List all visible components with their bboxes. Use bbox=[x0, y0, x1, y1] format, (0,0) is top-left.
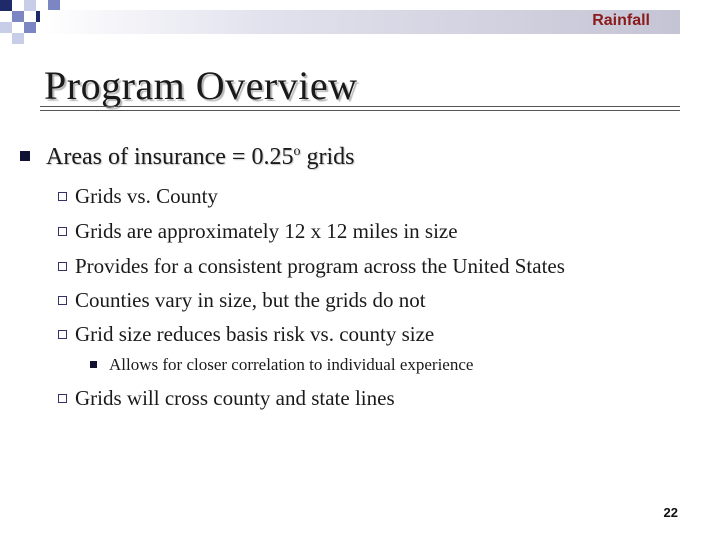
header-gradient-bar bbox=[40, 10, 680, 34]
sub-bullet bbox=[58, 322, 434, 347]
sub-bullet-text: Grids will cross county and state lines bbox=[75, 386, 395, 410]
degree-superscript: o bbox=[293, 144, 301, 159]
checkbox-bullet-icon bbox=[58, 262, 67, 271]
sub-bullet-text: Counties vary in size, but the grids do not bbox=[75, 288, 426, 312]
sub-bullet bbox=[58, 386, 395, 411]
sub-bullet bbox=[58, 288, 426, 313]
brand-label: Rainfall bbox=[592, 12, 650, 29]
checkbox-bullet-icon bbox=[58, 227, 67, 236]
sub-sub-bullet bbox=[90, 355, 473, 375]
sub-bullet-text: Grid size reduces basis risk vs. county size bbox=[75, 322, 435, 346]
main-bullet-text: Areas of insurance = 0.25 bbox=[46, 144, 294, 170]
checkbox-bullet-icon bbox=[58, 330, 67, 339]
checkbox-bullet-icon bbox=[58, 296, 67, 305]
main-bullet bbox=[20, 144, 354, 171]
sub-bullet bbox=[58, 254, 565, 279]
main-bullet-suffix: grids bbox=[300, 144, 355, 170]
checkbox-bullet-icon bbox=[58, 192, 67, 201]
page-number: 22 bbox=[663, 505, 678, 520]
sub-bullet-text: Provides for a consistent program across the United States bbox=[75, 254, 565, 278]
sub-bullet bbox=[58, 184, 218, 209]
checkbox-bullet-icon bbox=[58, 394, 67, 403]
sub-bullet bbox=[58, 219, 458, 244]
sub-bullet-text: Grids vs. County bbox=[75, 184, 218, 208]
sub-sub-bullet-text: Allows for closer correlation to individual experience bbox=[109, 355, 474, 374]
square-bullet-icon bbox=[20, 151, 30, 161]
title-underline bbox=[40, 106, 680, 111]
sub-bullet-text: Grids are approximately 12 x 12 miles in size bbox=[75, 219, 458, 243]
small-square-bullet-icon bbox=[90, 361, 97, 368]
page-title: Program Overview bbox=[44, 63, 358, 108]
